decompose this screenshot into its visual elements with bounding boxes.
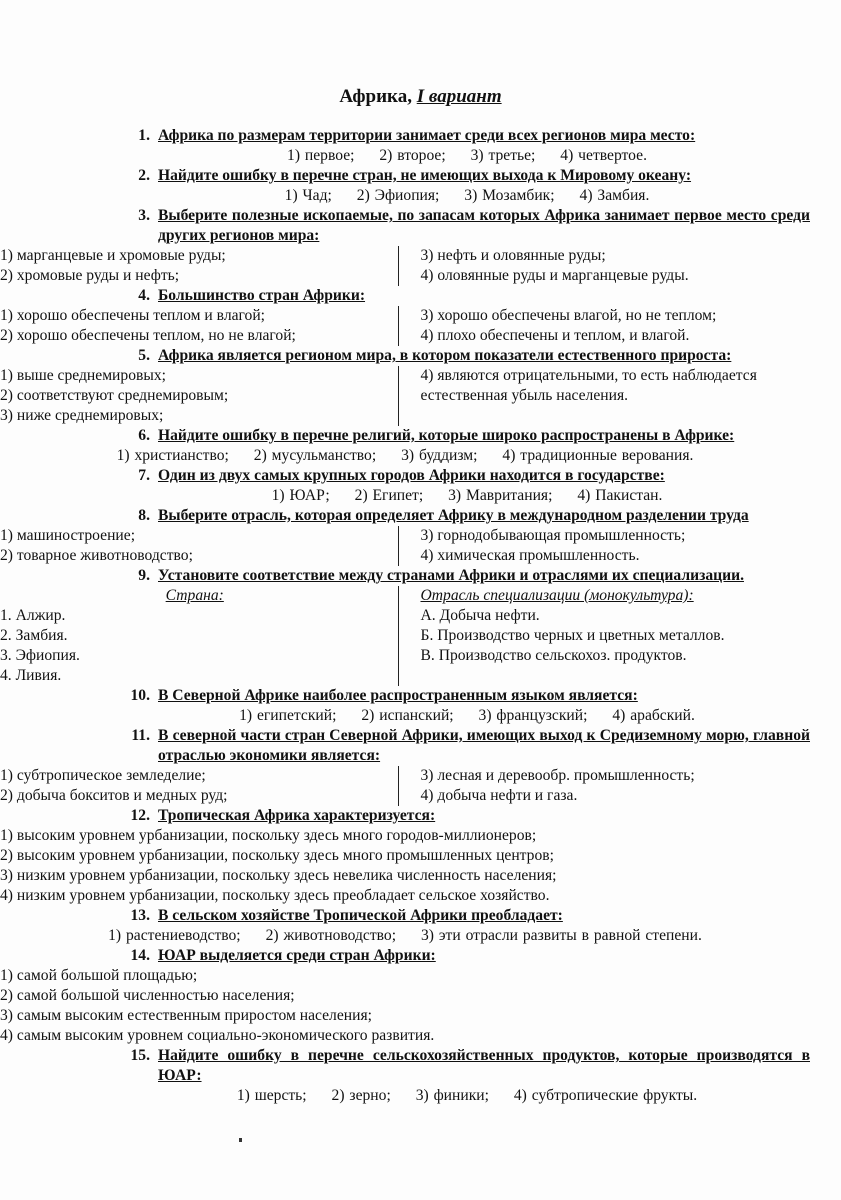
option: 2) испанский;	[361, 707, 454, 724]
option: 4) Замбия.	[579, 187, 650, 204]
options-left	[0, 246, 398, 286]
question-12	[124, 806, 810, 826]
option: 4) низким уровнем урбанизации, поскольку здесь преобладает сельское хозяйство.	[0, 887, 550, 904]
option: 2) Египет;	[354, 487, 424, 504]
question-text: Большинство стран Африки:	[158, 287, 366, 304]
option: 3) горнодобывающая промышленность;	[420, 527, 686, 544]
option: 3) самым высоким естественным приростом населения;	[0, 1007, 372, 1024]
question-3-options	[0, 246, 810, 286]
question-number: 4.	[138, 287, 150, 304]
question-text: Выберите отрасль, которая определяет Африку в международном разделении труда	[158, 507, 749, 524]
options-left	[0, 766, 398, 806]
question-7-options	[124, 486, 810, 506]
option: 1) марганцевые и хромовые руды;	[0, 247, 226, 264]
options-right	[398, 306, 811, 346]
industries-header: Отрасль специализации (монокультура):	[420, 587, 694, 604]
question-number: 9.	[138, 567, 150, 584]
option: 1) машиностроение;	[0, 527, 136, 544]
title-variant: I вариант	[416, 86, 502, 107]
country-item: 4. Ливия.	[0, 667, 62, 684]
options-right	[398, 766, 811, 806]
question-text: Найдите ошибку в перечне сельскохозяйственных продуктов, которые производятся в ЮАР:	[158, 1047, 810, 1084]
page-title	[0, 86, 841, 108]
question-2	[124, 166, 810, 186]
question-6	[124, 426, 810, 446]
options-left	[0, 526, 398, 566]
industries-column	[398, 586, 811, 686]
option: 1) хорошо обеспечены теплом и влагой;	[0, 307, 266, 324]
question-9	[124, 566, 810, 586]
question-7	[124, 466, 810, 486]
question-number: 13.	[130, 907, 150, 924]
option: 2) второе;	[379, 147, 446, 164]
question-3	[124, 206, 810, 246]
question-number: 3.	[138, 207, 150, 224]
question-number: 10.	[130, 687, 150, 704]
option: 3) хорошо обеспечены влагой, но не теплом;	[420, 307, 717, 324]
option: 4) субтропические фрукты.	[513, 1087, 698, 1104]
question-number: 6.	[138, 427, 150, 444]
industry-item: Б. Производство черных и цветных металлов.	[420, 627, 725, 644]
option: 1) христианство;	[116, 447, 229, 464]
question-6-options	[0, 446, 810, 466]
option: 2) высоким уровнем урбанизации, поскольку здесь много промышленных центров;	[0, 847, 554, 864]
option: 4) арабский.	[612, 707, 695, 724]
question-14	[124, 946, 810, 966]
option: 4) плохо обеспечены и теплом, и влагой.	[420, 327, 690, 344]
option: 2) самой большой численностью населения;	[0, 987, 295, 1004]
option: 3) буддизм;	[401, 447, 478, 464]
question-1-options	[124, 146, 810, 166]
option: 1) Чад;	[284, 187, 332, 204]
option: 3) эти отрасли развиты в равной степени.	[420, 927, 702, 944]
option: 1) шерсть;	[236, 1087, 307, 1104]
option: 4) являются отрицательными, то есть наблюдается естественная убыль населения.	[420, 367, 757, 404]
question-1	[124, 126, 810, 146]
question-4-options	[0, 306, 810, 346]
country-item: 2. Замбия.	[0, 627, 68, 644]
option: 2) товарное животноводство;	[0, 547, 193, 564]
countries-column	[0, 586, 398, 686]
country-item: 3. Эфиопия.	[0, 647, 80, 664]
option: 3) лесная и деревообр. промышленность;	[420, 767, 695, 784]
question-number: 11.	[131, 727, 150, 744]
option: 4) четвертое.	[560, 147, 647, 164]
question-text: Установите соответствие между странами Африки и отраслями их специализации.	[158, 567, 744, 584]
option: 1) египетский;	[239, 707, 337, 724]
question-11-options	[0, 766, 810, 806]
option: 3) нефть и оловянные руды;	[420, 247, 606, 264]
question-5-options	[0, 366, 810, 426]
industry-item: В. Производство сельскохоз. продуктов.	[420, 647, 687, 664]
options-right	[398, 526, 811, 566]
question-4	[124, 286, 810, 306]
question-9-matching	[0, 586, 810, 686]
options-right	[398, 366, 811, 426]
industry-item: А. Добыча нефти.	[420, 607, 540, 624]
question-number: 8.	[138, 507, 150, 524]
question-2-options	[124, 186, 810, 206]
question-text: Найдите ошибку в перечне стран, не имеющих выхода к Мировому океану:	[158, 167, 692, 184]
option: 2) хорошо обеспечены теплом, но не влагой;	[0, 327, 296, 344]
question-8	[124, 506, 810, 526]
countries-header: Страна:	[165, 587, 224, 604]
question-number: 2.	[138, 167, 150, 184]
question-number: 12.	[130, 807, 150, 824]
option: 1) самой большой площадью;	[0, 967, 198, 984]
options-left	[0, 366, 398, 426]
options-left	[0, 306, 398, 346]
question-12-options	[0, 826, 810, 906]
question-number: 14.	[130, 947, 150, 964]
question-text: Африка является регионом мира, в котором показатели естественного прироста:	[158, 347, 732, 364]
question-text: Тропическая Африка характеризуется:	[158, 807, 436, 824]
ink-mark	[239, 1138, 242, 1142]
option: 4) самым высоким уровнем социально-экономического развития.	[0, 1027, 435, 1044]
option: 3) французский;	[478, 707, 588, 724]
question-13	[124, 906, 810, 926]
option: 2) Эфиопия;	[356, 187, 440, 204]
option: 3) низким уровнем урбанизации, поскольку здесь невелика численность населения;	[0, 867, 557, 884]
option: 2) хромовые руды и нефть;	[0, 267, 180, 284]
question-number: 7.	[138, 467, 150, 484]
question-14-options	[0, 966, 810, 1046]
option: 1) растениеводство;	[108, 927, 241, 944]
option: 2) соответствуют среднемировым;	[0, 387, 229, 404]
option: 3) Мозамбик;	[464, 187, 555, 204]
option: 2) добыча бокситов и медных руд;	[0, 787, 228, 804]
option: 1) высоким уровнем урбанизации, поскольку здесь много городов-миллионеров;	[0, 827, 537, 844]
option: 2) животноводство;	[265, 927, 397, 944]
question-text: В сельском хозяйстве Тропической Африки преобладает:	[158, 907, 563, 924]
question-10-options	[124, 706, 810, 726]
question-15-options	[124, 1086, 810, 1106]
question-10	[124, 686, 810, 706]
option: 1) субтропическое земледелие;	[0, 767, 206, 784]
question-text: В Северной Африке наиболее распространенным языком является:	[158, 687, 638, 704]
option: 3) третье;	[470, 147, 536, 164]
question-text: Один из двух самых крупных городов Африки находится в государстве:	[158, 467, 665, 484]
option: 4) традиционные верования.	[502, 447, 694, 464]
question-text: Выберите полезные ископаемые, по запасам которых Африка занимает первое место среди других регионов мира:	[158, 207, 810, 244]
question-13-options	[0, 926, 810, 946]
option: 3) ниже среднемировых;	[0, 407, 164, 424]
option: 2) мусульманство;	[253, 447, 377, 464]
question-8-options	[0, 526, 810, 566]
question-number: 15.	[130, 1047, 150, 1064]
question-15	[124, 1046, 810, 1086]
question-text: Африка по размерам территории занимает среди всех регионов мира место:	[158, 127, 696, 144]
title-main: Африка,	[339, 86, 412, 107]
country-item: 1. Алжир.	[0, 607, 66, 624]
question-number: 1.	[138, 127, 150, 144]
question-text: В северной части стран Северной Африки, имеющих выход к Средиземному морю, главной отраслью экономики является:	[158, 727, 810, 764]
option: 3) Мавритания;	[448, 487, 553, 504]
option: 1) выше среднемировых;	[0, 367, 166, 384]
question-list	[0, 126, 810, 1106]
option: 4) оловянные руды и марганцевые руды.	[420, 267, 689, 284]
question-11	[124, 726, 810, 766]
option: 3) финики;	[415, 1087, 489, 1104]
option: 1) ЮАР;	[271, 487, 330, 504]
option: 4) Пакистан.	[577, 487, 663, 504]
option: 2) зерно;	[331, 1087, 391, 1104]
option: 1) первое;	[287, 147, 355, 164]
question-text: Найдите ошибку в перечне религий, которые широко распространены в Африке:	[158, 427, 735, 444]
question-number: 5.	[138, 347, 150, 364]
option: 4) химическая промышленность.	[420, 547, 640, 564]
question-5	[124, 346, 810, 366]
options-right	[398, 246, 811, 286]
option: 4) добыча нефти и газа.	[420, 787, 578, 804]
question-text: ЮАР выделяется среди стран Африки:	[158, 947, 436, 964]
